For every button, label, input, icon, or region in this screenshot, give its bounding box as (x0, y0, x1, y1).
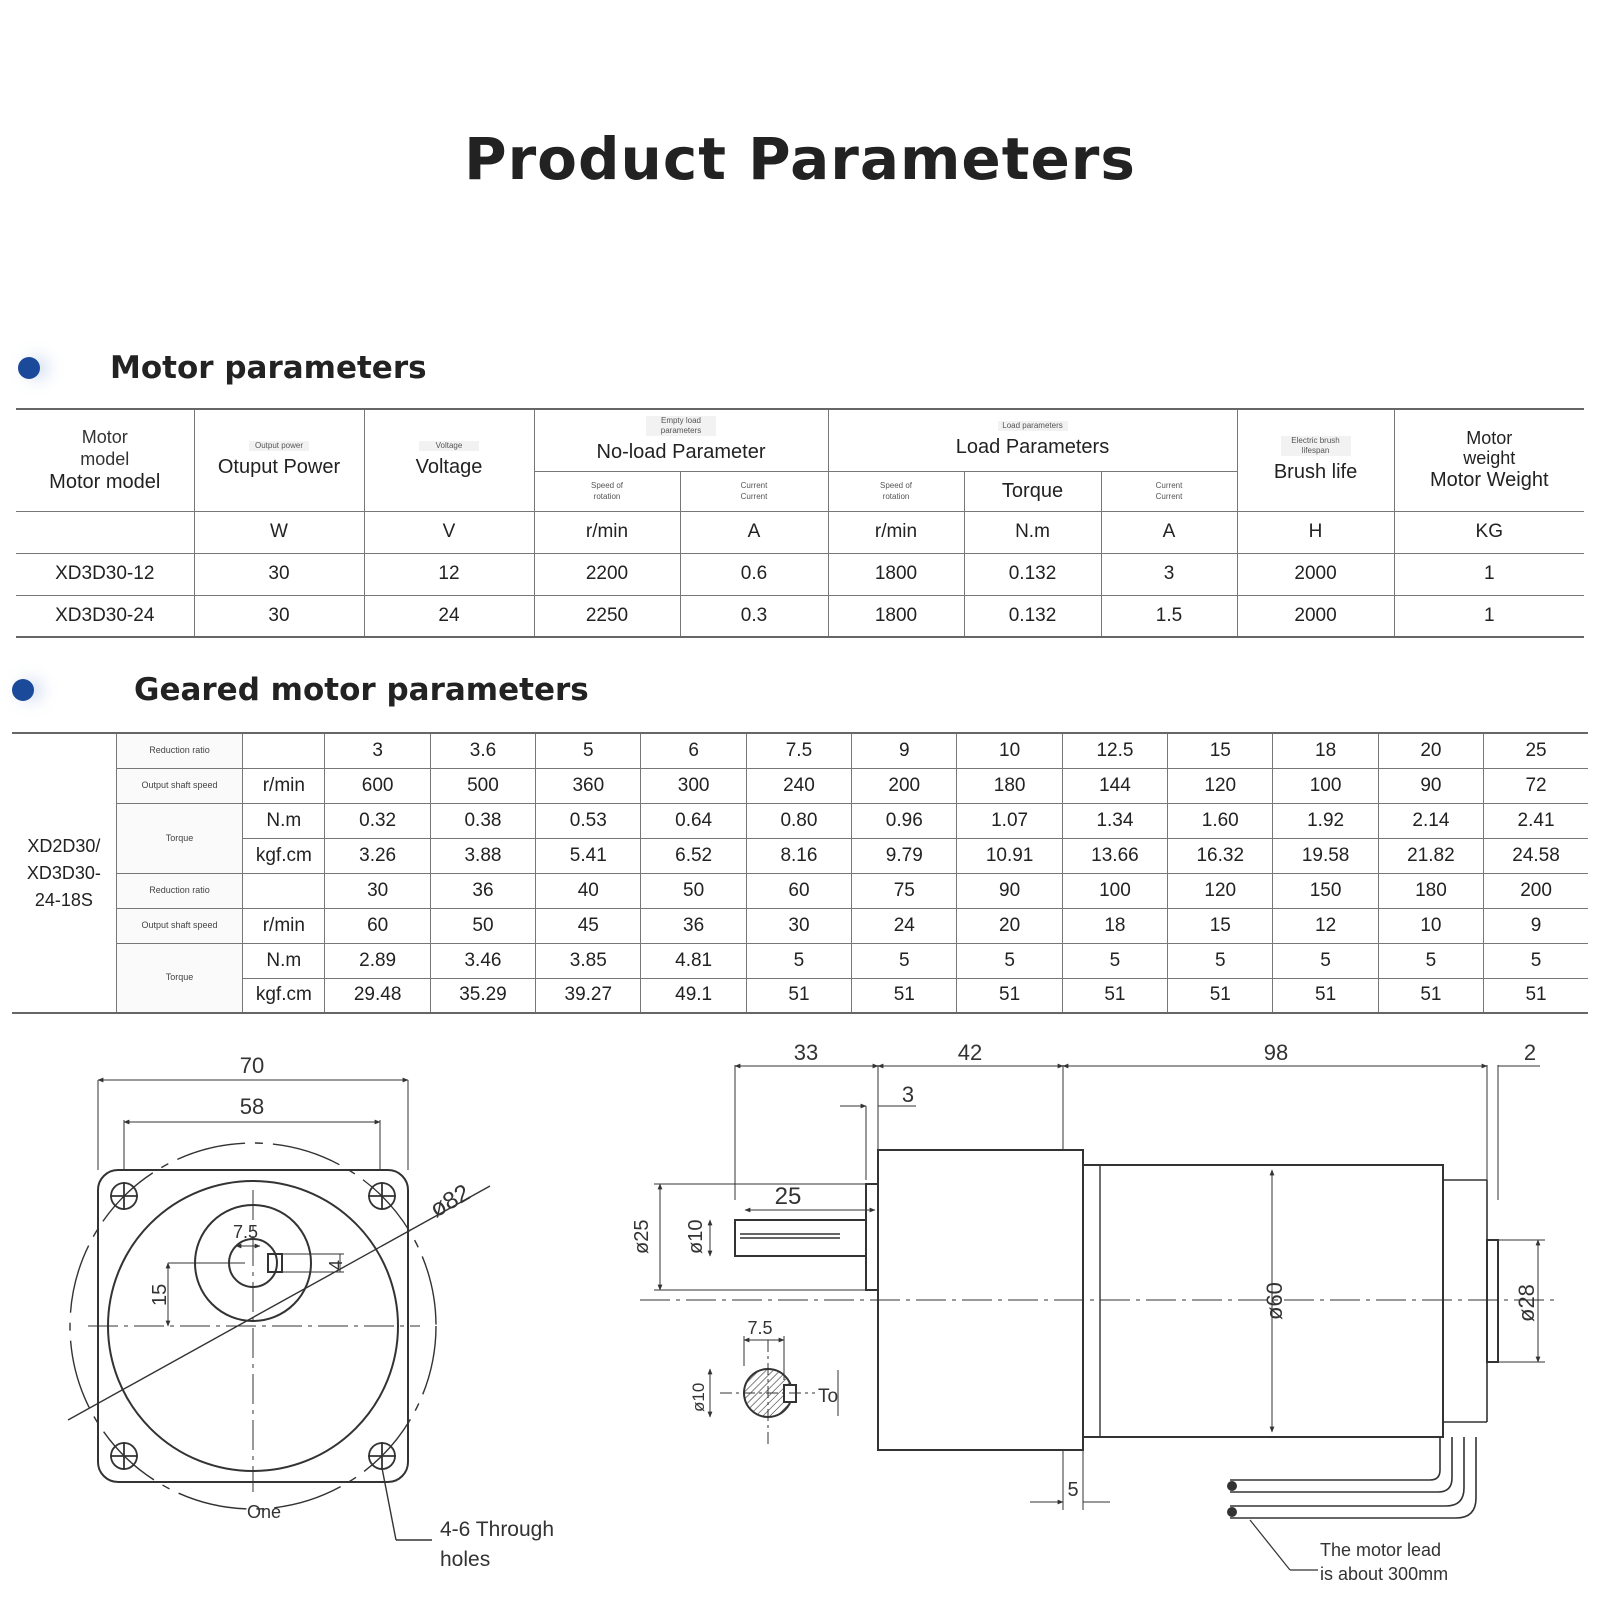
value-cell: 20 (957, 908, 1062, 943)
value-cell: 3.88 (430, 838, 535, 873)
unit-cell: kgf.cm (243, 838, 325, 873)
geared-parameters-heading (12, 672, 589, 708)
value-cell: 5 (957, 943, 1062, 978)
value-cell: 3.26 (325, 838, 430, 873)
value-cell: 18 (1062, 908, 1167, 943)
header-load-speed-small: Speed of rotation (879, 481, 913, 501)
dim-42: 42 (957, 1040, 983, 1065)
value-cell: 5 (1484, 943, 1588, 978)
value-cell: 300 (641, 768, 746, 803)
table-row (16, 553, 1584, 595)
bullet-dot-icon (18, 357, 40, 379)
value-cell: 200 (1484, 873, 1588, 908)
unit-cell: N.m (243, 803, 325, 838)
value-cell: 60 (746, 873, 851, 908)
value-cell: 5 (1378, 943, 1483, 978)
unit-cell: r/min (828, 511, 964, 553)
value-cell: 5 (1273, 943, 1378, 978)
value-cell: 1.34 (1062, 803, 1167, 838)
unit-cell: N.m (243, 943, 325, 978)
front-view-labels (149, 1053, 554, 1571)
value-cell: 90 (957, 873, 1062, 908)
value-cell: 15 (1168, 908, 1273, 943)
value-cell: 72 (1484, 768, 1588, 803)
row-label-torque: Torque (116, 943, 242, 1013)
header-motor-model (16, 409, 194, 511)
header-load-label: Load Parameters (955, 436, 1110, 459)
value-cell: 21.82 (1378, 838, 1483, 873)
value-cell: 7.5 (746, 733, 851, 768)
value-cell: 29.48 (325, 978, 430, 1013)
header-voltage (364, 409, 534, 511)
value-cell: 2250 (534, 595, 680, 637)
value-cell: 12.5 (1062, 733, 1167, 768)
value-cell: 10 (957, 733, 1062, 768)
value-cell: 15 (1168, 733, 1273, 768)
row-label-speed: Output shaft speed (116, 768, 242, 803)
rear-boss (1487, 1240, 1498, 1362)
value-cell: 5 (746, 943, 851, 978)
value-cell: 30 (325, 873, 430, 908)
value-cell: 18 (1273, 733, 1378, 768)
value-cell: 0.64 (641, 803, 746, 838)
value-cell: 2.41 (1484, 803, 1588, 838)
value-cell: 600 (325, 768, 430, 803)
value-cell: 49.1 (641, 978, 746, 1013)
value-cell: 30 (746, 908, 851, 943)
dim-3: 3 (901, 1082, 915, 1107)
table-row (12, 838, 1588, 873)
header-load-speed (828, 471, 964, 511)
value-cell: 150 (1273, 873, 1378, 908)
header-motor-model-small: Motor model (80, 427, 130, 470)
value-cell: 360 (536, 768, 641, 803)
value-cell: 1.60 (1168, 803, 1273, 838)
value-cell: 1800 (828, 553, 964, 595)
value-cell: 240 (746, 768, 851, 803)
value-cell: 180 (1378, 873, 1483, 908)
value-cell: 6.52 (641, 838, 746, 873)
holes-label-line2: holes (440, 1548, 491, 1571)
value-cell: 12 (364, 553, 534, 595)
value-cell: 1.07 (957, 803, 1062, 838)
value-cell: 9 (1484, 908, 1588, 943)
value-cell: 0.53 (536, 803, 641, 838)
value-cell: 0.38 (430, 803, 535, 838)
shaft-key (268, 1254, 282, 1272)
dim-d10-section: ø10 (689, 1382, 708, 1412)
header-voltage-small: Voltage (419, 441, 479, 451)
unit-cell: r/min (243, 908, 325, 943)
value-cell: 9 (852, 733, 957, 768)
row-label-speed: Output shaft speed (116, 908, 242, 943)
value-cell: 50 (641, 873, 746, 908)
value-cell: 0.96 (852, 803, 957, 838)
value-cell: 5 (536, 733, 641, 768)
header-load-small: Load parameters (998, 421, 1068, 431)
table-row (12, 943, 1588, 978)
value-cell: 35.29 (430, 978, 535, 1013)
motor-parameters-title: Motor parameters (110, 350, 427, 386)
dim-4: 4 (326, 1259, 346, 1270)
value-cell: 5.41 (536, 838, 641, 873)
value-cell: 0.3 (680, 595, 828, 637)
geared-parameters-table (12, 732, 1588, 1014)
value-cell: 5 (852, 943, 957, 978)
value-cell: 51 (1273, 978, 1378, 1013)
label-one: One (246, 1502, 282, 1522)
value-cell: 24.58 (1484, 838, 1588, 873)
dim-2: 2 (1523, 1040, 1537, 1065)
value-cell: 5 (1062, 943, 1167, 978)
value-cell: 2.89 (325, 943, 430, 978)
value-cell: 0.132 (964, 553, 1101, 595)
lead-label-line2: is about 300mm (1320, 1564, 1449, 1584)
model-cell: XD3D30-24 (16, 595, 194, 637)
dim-d28: ø28 (1514, 1284, 1539, 1322)
value-cell: 13.66 (1062, 838, 1167, 873)
motor-parameters-table (16, 408, 1584, 638)
header-noload-label: No-load Parameter (596, 441, 766, 464)
header-load (828, 409, 1237, 471)
dim-58: 58 (239, 1094, 265, 1119)
unit-cell: A (680, 511, 828, 553)
technical-drawing (0, 1040, 1600, 1600)
value-cell: 2000 (1237, 595, 1394, 637)
header-noload-small: Empty load parameters (646, 416, 716, 436)
value-cell: 51 (1378, 978, 1483, 1013)
unit-cell (243, 873, 325, 908)
header-output-power (194, 409, 364, 511)
value-cell: 1.5 (1101, 595, 1237, 637)
value-cell: 51 (852, 978, 957, 1013)
header-brush-life (1237, 409, 1394, 511)
header-noload-current-small: Current Current (740, 481, 768, 501)
value-cell: 2200 (534, 553, 680, 595)
row-label-torque: Torque (116, 803, 242, 873)
value-cell: 1 (1394, 553, 1584, 595)
value-cell: 39.27 (536, 978, 641, 1013)
value-cell: 30 (194, 595, 364, 637)
unit-cell: A (1101, 511, 1237, 553)
table-row (12, 978, 1588, 1013)
header-load-current-small: Current Current (1155, 481, 1183, 501)
shaft-collar (866, 1184, 878, 1290)
value-cell: 36 (641, 908, 746, 943)
dim-d10: ø10 (685, 1219, 707, 1254)
value-cell: 8.16 (746, 838, 851, 873)
value-cell: 200 (852, 768, 957, 803)
value-cell: 3.46 (430, 943, 535, 978)
header-weight-small: Motor weight (1463, 428, 1516, 469)
header-voltage-label: Voltage (415, 456, 483, 479)
value-cell: 90 (1378, 768, 1483, 803)
dim-5: 5 (1067, 1479, 1079, 1501)
value-cell: 75 (852, 873, 957, 908)
dim-33: 33 (793, 1040, 819, 1065)
value-cell: 144 (1062, 768, 1167, 803)
value-cell: 100 (1062, 873, 1167, 908)
value-cell: 25 (1484, 733, 1588, 768)
unit-cell: V (364, 511, 534, 553)
value-cell: 1 (1394, 595, 1584, 637)
value-cell: 51 (1484, 978, 1588, 1013)
value-cell: 2.14 (1378, 803, 1483, 838)
value-cell: 51 (957, 978, 1062, 1013)
value-cell: 120 (1168, 873, 1273, 908)
dim-98: 98 (1263, 1040, 1289, 1065)
bullet-dot-icon (12, 679, 34, 701)
value-cell: 50 (430, 908, 535, 943)
geared-parameters-title: Geared motor parameters (134, 672, 589, 708)
lead-label-line1: The motor lead (1320, 1540, 1442, 1560)
unit-cell (243, 733, 325, 768)
value-cell: 3 (325, 733, 430, 768)
value-cell: 51 (1168, 978, 1273, 1013)
header-noload-current (680, 471, 828, 511)
dim-7-5: 7.5 (233, 1222, 259, 1242)
value-cell: 3 (1101, 553, 1237, 595)
table-row (12, 873, 1588, 908)
value-cell: 1800 (828, 595, 964, 637)
value-cell: 24 (364, 595, 534, 637)
header-noload-speed (534, 471, 680, 511)
dim-82: ø82 (425, 1179, 475, 1224)
dim-25: 25 (774, 1183, 802, 1210)
value-cell: 100 (1273, 768, 1378, 803)
label-to: To (818, 1386, 839, 1407)
value-cell: 45 (536, 908, 641, 943)
value-cell: 0.32 (325, 803, 430, 838)
dim-d25: ø25 (631, 1219, 653, 1254)
header-load-torque-label: Torque (1001, 480, 1064, 502)
unit-cell: r/min (243, 768, 325, 803)
unit-cell: N.m (964, 511, 1101, 553)
value-cell: 16.32 (1168, 838, 1273, 873)
table-row (12, 908, 1588, 943)
value-cell: 40 (536, 873, 641, 908)
header-noload-speed-small: Speed of rotation (590, 481, 624, 501)
header-load-torque (964, 471, 1101, 511)
geared-model-cell: XD2D30/ XD3D30- 24-18S (12, 733, 116, 1013)
value-cell: 51 (1062, 978, 1167, 1013)
table-row (12, 768, 1588, 803)
dim-70: 70 (239, 1053, 265, 1078)
value-cell: 4.81 (641, 943, 746, 978)
row-label-ratio: Reduction ratio (116, 733, 242, 768)
value-cell: 500 (430, 768, 535, 803)
units-blank (16, 511, 194, 553)
side-view (640, 1065, 1560, 1570)
unit-cell: H (1237, 511, 1394, 553)
dim-d60: ø60 (1262, 1282, 1287, 1320)
value-cell: 2000 (1237, 553, 1394, 595)
header-brush-label: Brush life (1273, 461, 1358, 484)
front-view (68, 1080, 490, 1540)
dim-7-5-section: 7.5 (747, 1318, 773, 1338)
holes-label-line1: 4-6 Through (440, 1518, 555, 1541)
value-cell: 180 (957, 768, 1062, 803)
value-cell: 24 (852, 908, 957, 943)
unit-cell: KG (1394, 511, 1584, 553)
value-cell: 30 (194, 553, 364, 595)
unit-cell: kgf.cm (243, 978, 325, 1013)
page-title: Product Parameters (464, 125, 1136, 193)
value-cell: 1.92 (1273, 803, 1378, 838)
value-cell: 51 (746, 978, 851, 1013)
row-label-ratio: Reduction ratio (116, 873, 242, 908)
unit-cell: r/min (534, 511, 680, 553)
value-cell: 5 (1168, 943, 1273, 978)
value-cell: 10.91 (957, 838, 1062, 873)
value-cell: 10 (1378, 908, 1483, 943)
header-brush-small: Electric brush lifespan (1281, 436, 1351, 456)
value-cell: 12 (1273, 908, 1378, 943)
value-cell: 36 (430, 873, 535, 908)
dim-15: 15 (149, 1283, 171, 1306)
header-output-small: Output power (249, 441, 309, 451)
header-weight-label: Motor Weight (1429, 469, 1549, 492)
header-motor-model-label: Motor model (49, 471, 161, 494)
unit-cell: W (194, 511, 364, 553)
header-load-current (1101, 471, 1237, 511)
value-cell: 6 (641, 733, 746, 768)
value-cell: 9.79 (852, 838, 957, 873)
value-cell: 3.85 (536, 943, 641, 978)
value-cell: 20 (1378, 733, 1483, 768)
table-row (12, 803, 1588, 838)
model-cell: XD3D30-12 (16, 553, 194, 595)
value-cell: 0.6 (680, 553, 828, 595)
value-cell: 60 (325, 908, 430, 943)
motor-parameters-heading (18, 350, 427, 386)
table-row (16, 595, 1584, 637)
value-cell: 0.132 (964, 595, 1101, 637)
value-cell: 0.80 (746, 803, 851, 838)
value-cell: 120 (1168, 768, 1273, 803)
value-cell: 19.58 (1273, 838, 1378, 873)
value-cell: 3.6 (430, 733, 535, 768)
header-noload (534, 409, 828, 471)
header-motor-weight (1394, 409, 1584, 511)
table-row (12, 733, 1588, 768)
header-output-label: Otuput Power (217, 456, 341, 479)
